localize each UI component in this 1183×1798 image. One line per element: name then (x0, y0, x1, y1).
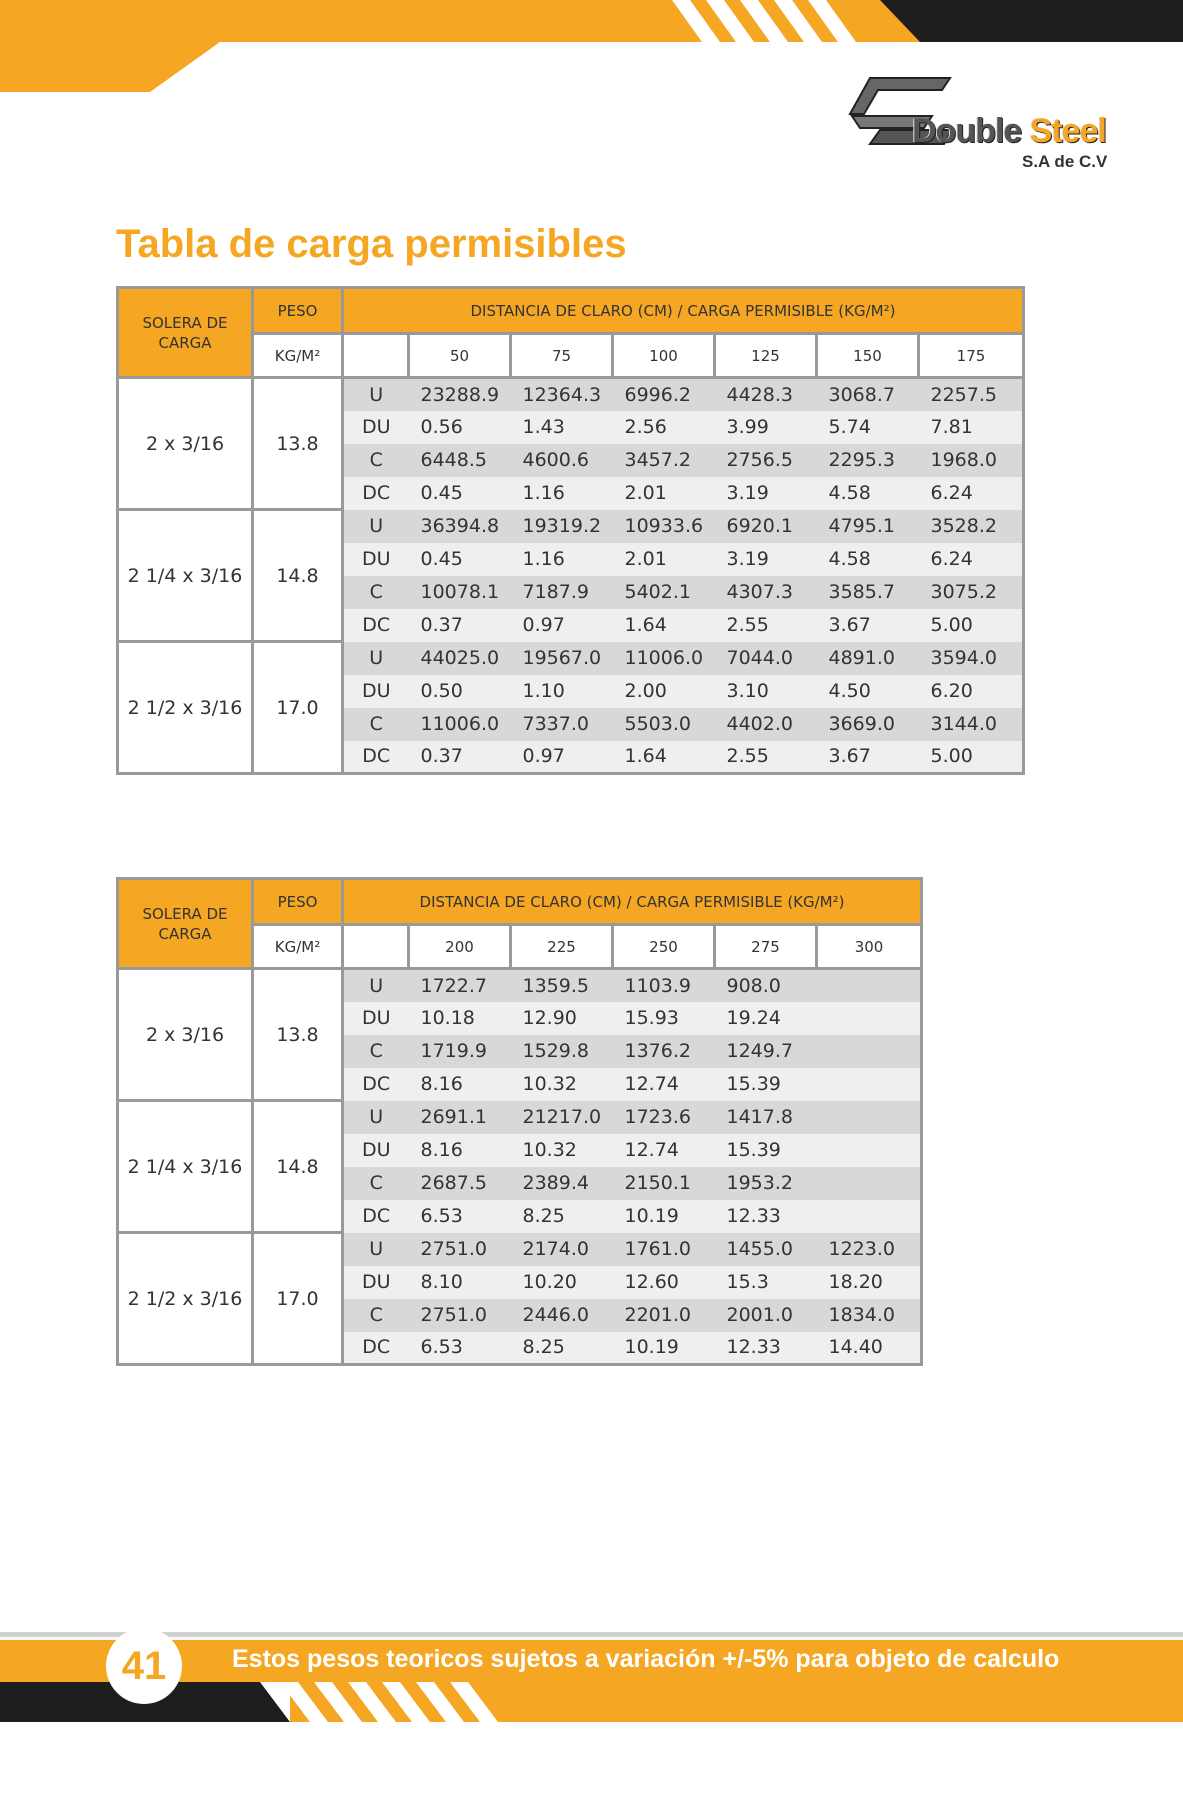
value-cell: 12.90 (511, 1002, 613, 1035)
value-cell (817, 1035, 922, 1068)
value-cell: 3.19 (715, 477, 817, 510)
type-cell: C (343, 1035, 409, 1068)
solera-cell: 2 1/4 x 3/16 (118, 510, 253, 642)
type-cell: DU (343, 411, 409, 444)
solera-cell: 2 1/2 x 3/16 (118, 1233, 253, 1365)
type-cell: U (343, 969, 409, 1002)
value-cell: 0.56 (409, 411, 511, 444)
value-cell: 1723.6 (613, 1101, 715, 1134)
column-header: 100 (613, 334, 715, 378)
value-cell: 12.33 (715, 1200, 817, 1233)
value-cell: 6.20 (919, 675, 1024, 708)
value-cell: 2687.5 (409, 1167, 511, 1200)
value-cell: 4.50 (817, 675, 919, 708)
value-cell: 0.37 (409, 609, 511, 642)
value-cell: 3.19 (715, 543, 817, 576)
load-table-1 (116, 286, 1025, 775)
value-cell: 4891.0 (817, 642, 919, 675)
value-cell: 3457.2 (613, 444, 715, 477)
value-cell: 6.24 (919, 543, 1024, 576)
value-cell: 2.01 (613, 543, 715, 576)
column-header: 275 (715, 925, 817, 969)
type-cell: U (343, 642, 409, 675)
type-cell: DC (343, 1332, 409, 1365)
value-cell: 0.45 (409, 477, 511, 510)
value-cell: 6920.1 (715, 510, 817, 543)
type-cell: C (343, 708, 409, 741)
value-cell: 2389.4 (511, 1167, 613, 1200)
table-row (118, 1101, 922, 1134)
header-peso: PESO (253, 288, 343, 334)
column-header: 200 (409, 925, 511, 969)
column-header: 225 (511, 925, 613, 969)
value-cell: 2174.0 (511, 1233, 613, 1266)
value-cell: 1.16 (511, 543, 613, 576)
column-header: 75 (511, 334, 613, 378)
value-cell: 2.55 (715, 741, 817, 774)
table-row (118, 969, 922, 1002)
peso-cell: 14.8 (253, 1101, 343, 1233)
header-type-blank (343, 334, 409, 378)
value-cell: 10.20 (511, 1266, 613, 1299)
brand-logo (840, 72, 1130, 182)
peso-cell: 17.0 (253, 642, 343, 774)
value-cell: 6.24 (919, 477, 1024, 510)
value-cell: 5503.0 (613, 708, 715, 741)
header-peso: PESO (253, 879, 343, 925)
value-cell: 1.10 (511, 675, 613, 708)
value-cell: 4428.3 (715, 378, 817, 411)
value-cell: 7.81 (919, 411, 1024, 444)
value-cell: 10.32 (511, 1068, 613, 1101)
value-cell: 3528.2 (919, 510, 1024, 543)
value-cell: 5.00 (919, 741, 1024, 774)
type-cell: C (343, 576, 409, 609)
value-cell: 6996.2 (613, 378, 715, 411)
header-type-blank (343, 925, 409, 969)
table-row (118, 510, 1024, 543)
value-cell: 4600.6 (511, 444, 613, 477)
value-cell: 10.19 (613, 1200, 715, 1233)
value-cell: 10078.1 (409, 576, 511, 609)
value-cell: 3.10 (715, 675, 817, 708)
column-header: 125 (715, 334, 817, 378)
value-cell: 15.39 (715, 1134, 817, 1167)
type-cell: C (343, 444, 409, 477)
value-cell: 2.56 (613, 411, 715, 444)
type-cell: U (343, 510, 409, 543)
value-cell: 4795.1 (817, 510, 919, 543)
value-cell: 5.00 (919, 609, 1024, 642)
value-cell: 0.97 (511, 609, 613, 642)
value-cell: 10.19 (613, 1332, 715, 1365)
header-unit: KG/M² (253, 334, 343, 378)
value-cell (817, 1134, 922, 1167)
value-cell: 3075.2 (919, 576, 1024, 609)
header-solera: SOLERA DE CARGA (118, 288, 253, 378)
value-cell: 5402.1 (613, 576, 715, 609)
value-cell (817, 1101, 922, 1134)
page-title: Tabla de carga permisibles (116, 222, 627, 266)
value-cell: 5.74 (817, 411, 919, 444)
value-cell: 19319.2 (511, 510, 613, 543)
value-cell (817, 1167, 922, 1200)
peso-cell: 17.0 (253, 1233, 343, 1365)
value-cell: 15.39 (715, 1068, 817, 1101)
value-cell: 36394.8 (409, 510, 511, 543)
value-cell: 3.99 (715, 411, 817, 444)
solera-cell: 2 1/4 x 3/16 (118, 1101, 253, 1233)
value-cell: 1.43 (511, 411, 613, 444)
value-cell: 8.25 (511, 1332, 613, 1365)
type-cell: DU (343, 675, 409, 708)
value-cell: 12364.3 (511, 378, 613, 411)
value-cell: 2.55 (715, 609, 817, 642)
value-cell: 2150.1 (613, 1167, 715, 1200)
value-cell: 44025.0 (409, 642, 511, 675)
value-cell: 1223.0 (817, 1233, 922, 1266)
value-cell: 2295.3 (817, 444, 919, 477)
value-cell: 21217.0 (511, 1101, 613, 1134)
value-cell: 1953.2 (715, 1167, 817, 1200)
value-cell: 0.50 (409, 675, 511, 708)
table-row (118, 378, 1024, 411)
value-cell: 10933.6 (613, 510, 715, 543)
type-cell: DU (343, 1134, 409, 1167)
value-cell: 1.16 (511, 477, 613, 510)
value-cell (817, 1200, 922, 1233)
column-header: 250 (613, 925, 715, 969)
table-row (118, 642, 1024, 675)
value-cell: 6448.5 (409, 444, 511, 477)
value-cell: 12.74 (613, 1068, 715, 1101)
page-number: 41 (106, 1628, 182, 1704)
value-cell: 8.16 (409, 1068, 511, 1101)
value-cell: 19567.0 (511, 642, 613, 675)
value-cell (817, 969, 922, 1002)
column-header: 50 (409, 334, 511, 378)
value-cell: 1529.8 (511, 1035, 613, 1068)
brand-name: Double Steel (912, 112, 1106, 150)
value-cell: 14.40 (817, 1332, 922, 1365)
value-cell: 7187.9 (511, 576, 613, 609)
type-cell: DC (343, 741, 409, 774)
brand-suffix: S.A de C.V (1022, 152, 1108, 171)
peso-cell: 13.8 (253, 969, 343, 1101)
solera-cell: 2 1/2 x 3/16 (118, 642, 253, 774)
value-cell: 1834.0 (817, 1299, 922, 1332)
value-cell: 23288.9 (409, 378, 511, 411)
header-unit: KG/M² (253, 925, 343, 969)
value-cell: 6.53 (409, 1200, 511, 1233)
value-cell: 1.64 (613, 741, 715, 774)
header-distancia: DISTANCIA DE CLARO (CM) / CARGA PERMISIBLE (KG/M²) (343, 879, 922, 925)
value-cell: 3585.7 (817, 576, 919, 609)
value-cell: 19.24 (715, 1002, 817, 1035)
value-cell: 1359.5 (511, 969, 613, 1002)
value-cell: 4.58 (817, 477, 919, 510)
value-cell: 7337.0 (511, 708, 613, 741)
type-cell: U (343, 378, 409, 411)
value-cell: 1417.8 (715, 1101, 817, 1134)
peso-cell: 13.8 (253, 378, 343, 510)
value-cell: 3.67 (817, 741, 919, 774)
value-cell: 8.16 (409, 1134, 511, 1167)
type-cell: DC (343, 1068, 409, 1101)
header-distancia: DISTANCIA DE CLARO (CM) / CARGA PERMISIBLE (KG/M²) (343, 288, 1024, 334)
value-cell: 2751.0 (409, 1299, 511, 1332)
value-cell: 1722.7 (409, 969, 511, 1002)
value-cell: 0.97 (511, 741, 613, 774)
value-cell: 8.25 (511, 1200, 613, 1233)
solera-cell: 2 x 3/16 (118, 969, 253, 1101)
value-cell: 1455.0 (715, 1233, 817, 1266)
value-cell: 12.60 (613, 1266, 715, 1299)
value-cell: 0.45 (409, 543, 511, 576)
value-cell: 1.64 (613, 609, 715, 642)
type-cell: U (343, 1101, 409, 1134)
value-cell: 2691.1 (409, 1101, 511, 1134)
column-header: 150 (817, 334, 919, 378)
value-cell: 3.67 (817, 609, 919, 642)
value-cell: 1719.9 (409, 1035, 511, 1068)
type-cell: DU (343, 1002, 409, 1035)
load-table-2 (116, 877, 923, 1366)
value-cell: 3068.7 (817, 378, 919, 411)
value-cell: 4.58 (817, 543, 919, 576)
value-cell: 1249.7 (715, 1035, 817, 1068)
peso-cell: 14.8 (253, 510, 343, 642)
value-cell: 908.0 (715, 969, 817, 1002)
value-cell: 1968.0 (919, 444, 1024, 477)
value-cell: 2257.5 (919, 378, 1024, 411)
value-cell: 2756.5 (715, 444, 817, 477)
value-cell: 11006.0 (613, 642, 715, 675)
header-solera: SOLERA DE CARGA (118, 879, 253, 969)
type-cell: C (343, 1299, 409, 1332)
type-cell: U (343, 1233, 409, 1266)
value-cell: 2751.0 (409, 1233, 511, 1266)
value-cell: 6.53 (409, 1332, 511, 1365)
value-cell: 12.74 (613, 1134, 715, 1167)
value-cell: 2446.0 (511, 1299, 613, 1332)
footer-note: Estos pesos teoricos sujetos a variación +/-5% para objeto de calculo (232, 1645, 1060, 1673)
type-cell: DC (343, 477, 409, 510)
column-header: 300 (817, 925, 922, 969)
value-cell: 10.32 (511, 1134, 613, 1167)
value-cell (817, 1002, 922, 1035)
value-cell: 8.10 (409, 1266, 511, 1299)
value-cell: 2.00 (613, 675, 715, 708)
value-cell: 12.33 (715, 1332, 817, 1365)
column-header: 175 (919, 334, 1024, 378)
value-cell: 15.3 (715, 1266, 817, 1299)
value-cell: 18.20 (817, 1266, 922, 1299)
value-cell: 2201.0 (613, 1299, 715, 1332)
value-cell: 15.93 (613, 1002, 715, 1035)
value-cell: 10.18 (409, 1002, 511, 1035)
value-cell: 3144.0 (919, 708, 1024, 741)
type-cell: DU (343, 1266, 409, 1299)
type-cell: DC (343, 609, 409, 642)
type-cell: DU (343, 543, 409, 576)
table-row (118, 1233, 922, 1266)
type-cell: DC (343, 1200, 409, 1233)
value-cell: 4307.3 (715, 576, 817, 609)
value-cell: 2.01 (613, 477, 715, 510)
value-cell: 3594.0 (919, 642, 1024, 675)
value-cell: 2001.0 (715, 1299, 817, 1332)
value-cell: 1761.0 (613, 1233, 715, 1266)
value-cell (817, 1068, 922, 1101)
value-cell: 1376.2 (613, 1035, 715, 1068)
solera-cell: 2 x 3/16 (118, 378, 253, 510)
type-cell: C (343, 1167, 409, 1200)
value-cell: 4402.0 (715, 708, 817, 741)
value-cell: 1103.9 (613, 969, 715, 1002)
value-cell: 7044.0 (715, 642, 817, 675)
value-cell: 3669.0 (817, 708, 919, 741)
value-cell: 11006.0 (409, 708, 511, 741)
value-cell: 0.37 (409, 741, 511, 774)
